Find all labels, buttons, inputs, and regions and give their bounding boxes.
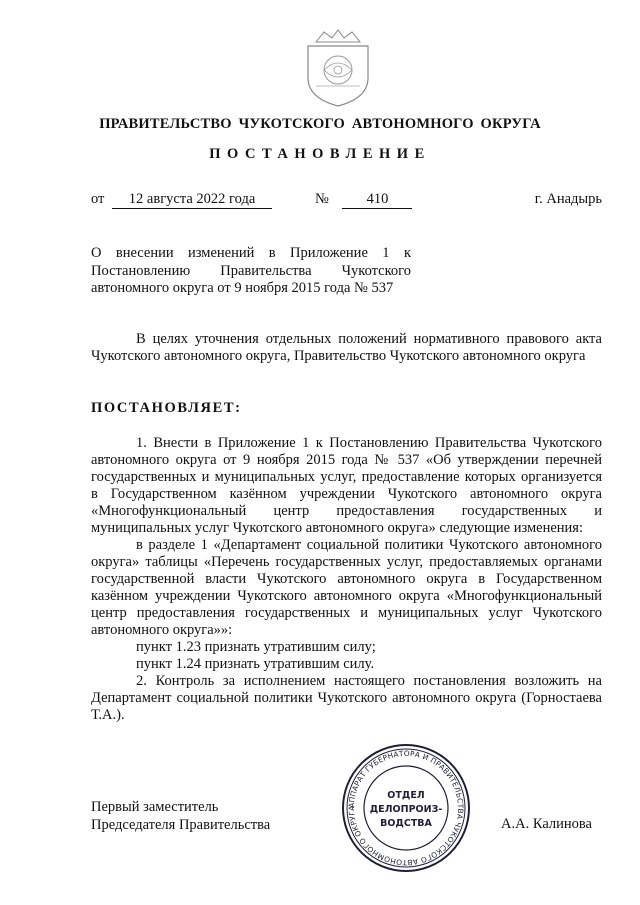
signatory-position-line2: Председателя Правительства [91,817,271,833]
document-type-title: ПОСТАНОВЛЕНИЕ [209,146,431,162]
stamp-line-2: ДЕЛОПРОИЗ- [369,804,443,815]
signatory-position-line1: Первый заместитель [91,799,219,815]
preamble-text: В целях уточнения отдельных положений нормативного правового акта Чукотского автономного округа, Правительство Чукотского автономного округа [91,331,602,364]
coat-of-arms-icon [302,26,374,110]
resolves-heading: ПОСТАНОВЛЯЕТ: [91,400,242,416]
item-1-section: в разделе 1 «Департамент социальной политики Чукотского автономного округа» таблицы «Перечень государственных услуг, предоставляемых органами государственной власти Чукотского автономного округа в Государственном казённом учреждении Чукотского автономного округа «Многофункциональный центр предоставления государственных и муниципальных услуг Чукотского автономного округа»»: [91,537,602,638]
signatory-name: А.А. Калинова [501,816,592,832]
document-date [91,191,272,209]
number-value: 410 [342,191,412,209]
resolution-items [91,435,602,724]
date-value: 12 августа 2022 года [112,191,272,209]
document-number [315,191,412,209]
number-label: № [315,191,329,207]
official-stamp-icon [340,742,472,874]
stamp-line-3: ВОДСТВА [380,818,432,829]
item-1: 1. Внести в Приложение 1 к Постановлению Правительства Чукотского автономного округа от 9 ноября 2015 года № 537 «Об утверждении перечней государственных и муниципальных услуг, предоставление которых организуется в Государственном казённом учреждении Чукотского автономного округа «Многофункциональный центр предоставления государственных и муниципальных услуг Чукотского автономного округа» следующие изменения: [91,435,602,536]
document-subject: О внесении изменений в Приложение 1 к Постановлению Правительства Чукотского автономного округа от 9 ноября 2015 года № 537 [91,245,411,296]
item-1-point-1-24: пункт 1.24 признать утратившим силу. [136,656,375,672]
date-prefix: от [91,191,105,207]
stamp-ring-text: АППАРАТ ГУБЕРНАТОРА И ПРАВИТЕЛЬСТВА ЧУКОТСКОГО АВТОНОМНОГО ОКРУГА [346,748,466,868]
government-title: ПРАВИТЕЛЬСТВО ЧУКОТСКОГО АВТОНОМНОГО ОКРУГА [99,116,541,132]
signatory-position [91,798,270,834]
item-2: 2. Контроль за исполнением настоящего постановления возложить на Департамент социальной политики Чукотского автономного округа (Горностаева Т.А.). [91,673,602,723]
document-city: г. Анадырь [534,191,602,207]
stamp-line-1: ОТДЕЛ [387,790,425,801]
item-1-point-1-23: пункт 1.23 признать утратившим силу; [136,639,376,655]
preamble [91,331,602,365]
